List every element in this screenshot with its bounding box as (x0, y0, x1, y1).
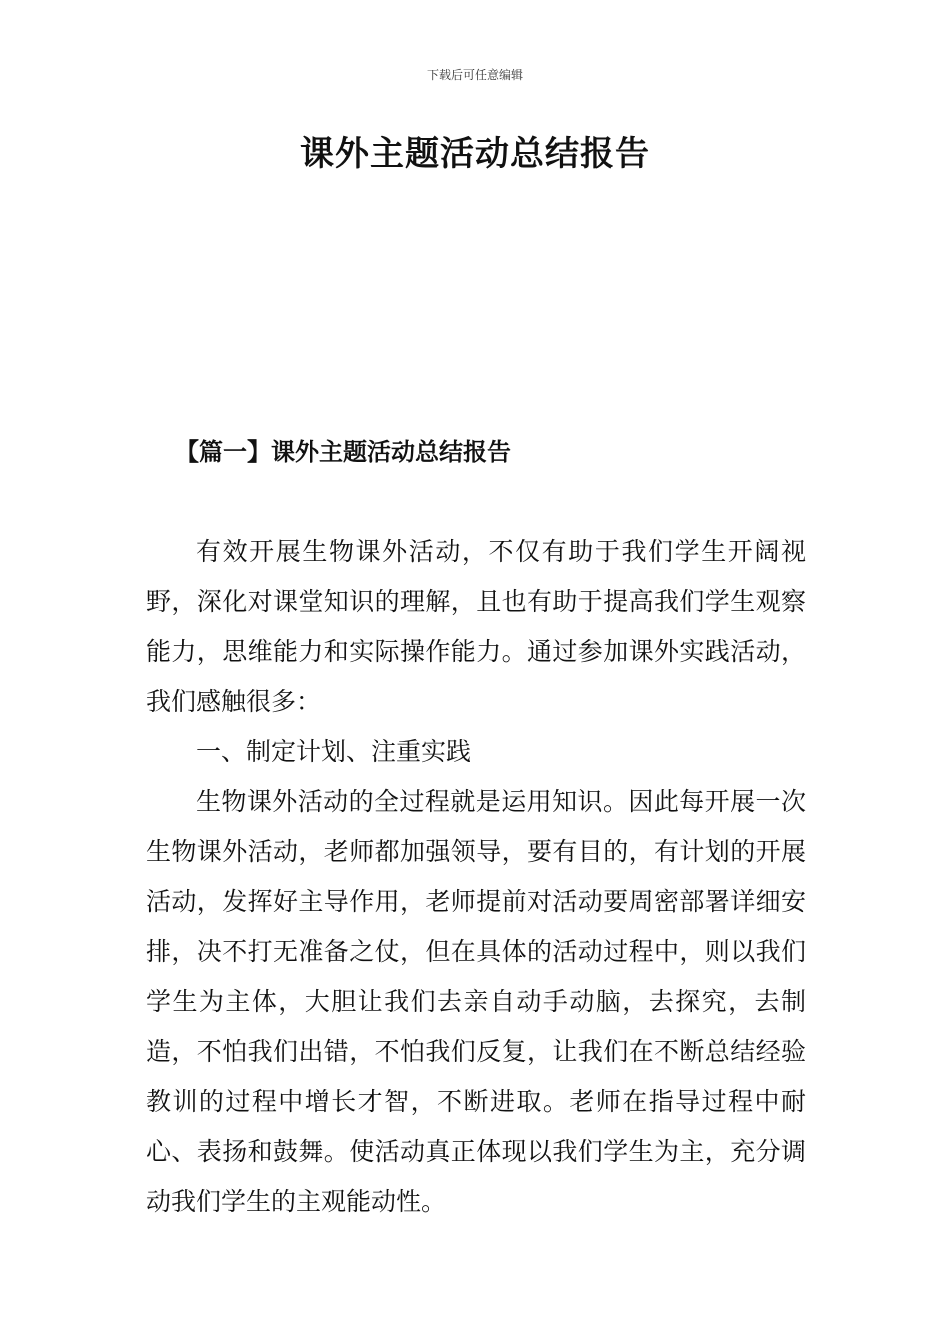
document-title: 课外主题活动总结报告 (300, 134, 650, 174)
header-note: 下载后可任意编辑 (426, 68, 523, 82)
section-heading: 【篇一】课外主题活动总结报告 (175, 437, 511, 466)
document-body (146, 527, 806, 1227)
paragraph: 有效开展生物课外活动，不仅有助于我们学生开阔视野，深化对课堂知识的理解，且也有助于提高我们学生观察能力，思维能力和实际操作能力。通过参加课外实践活动，我们感触很多： (146, 537, 806, 716)
paragraph: 生物课外活动的全过程就是运用知识。因此每开展一次生物课外活动，老师都加强领导，要有目的，有计划的开展活动，发挥好主导作用，老师提前对活动要周密部署详细安排，决不打无准备之仗，但在具体的活动过程中，则以我们学生为主体，大胆让我们去亲自动手动脑，去探究，去制造，不怕我们出错，不怕我们反复，让我们在不断总结经验教训的过程中增长才智，不断进取。老师在指导过程中耐心、表扬和鼓舞。使活动真正体现以我们学生为主，充分调动我们学生的主观能动性。 (146, 787, 806, 1216)
paragraph-subheading: 一、制定计划、注重实践 (196, 737, 472, 766)
